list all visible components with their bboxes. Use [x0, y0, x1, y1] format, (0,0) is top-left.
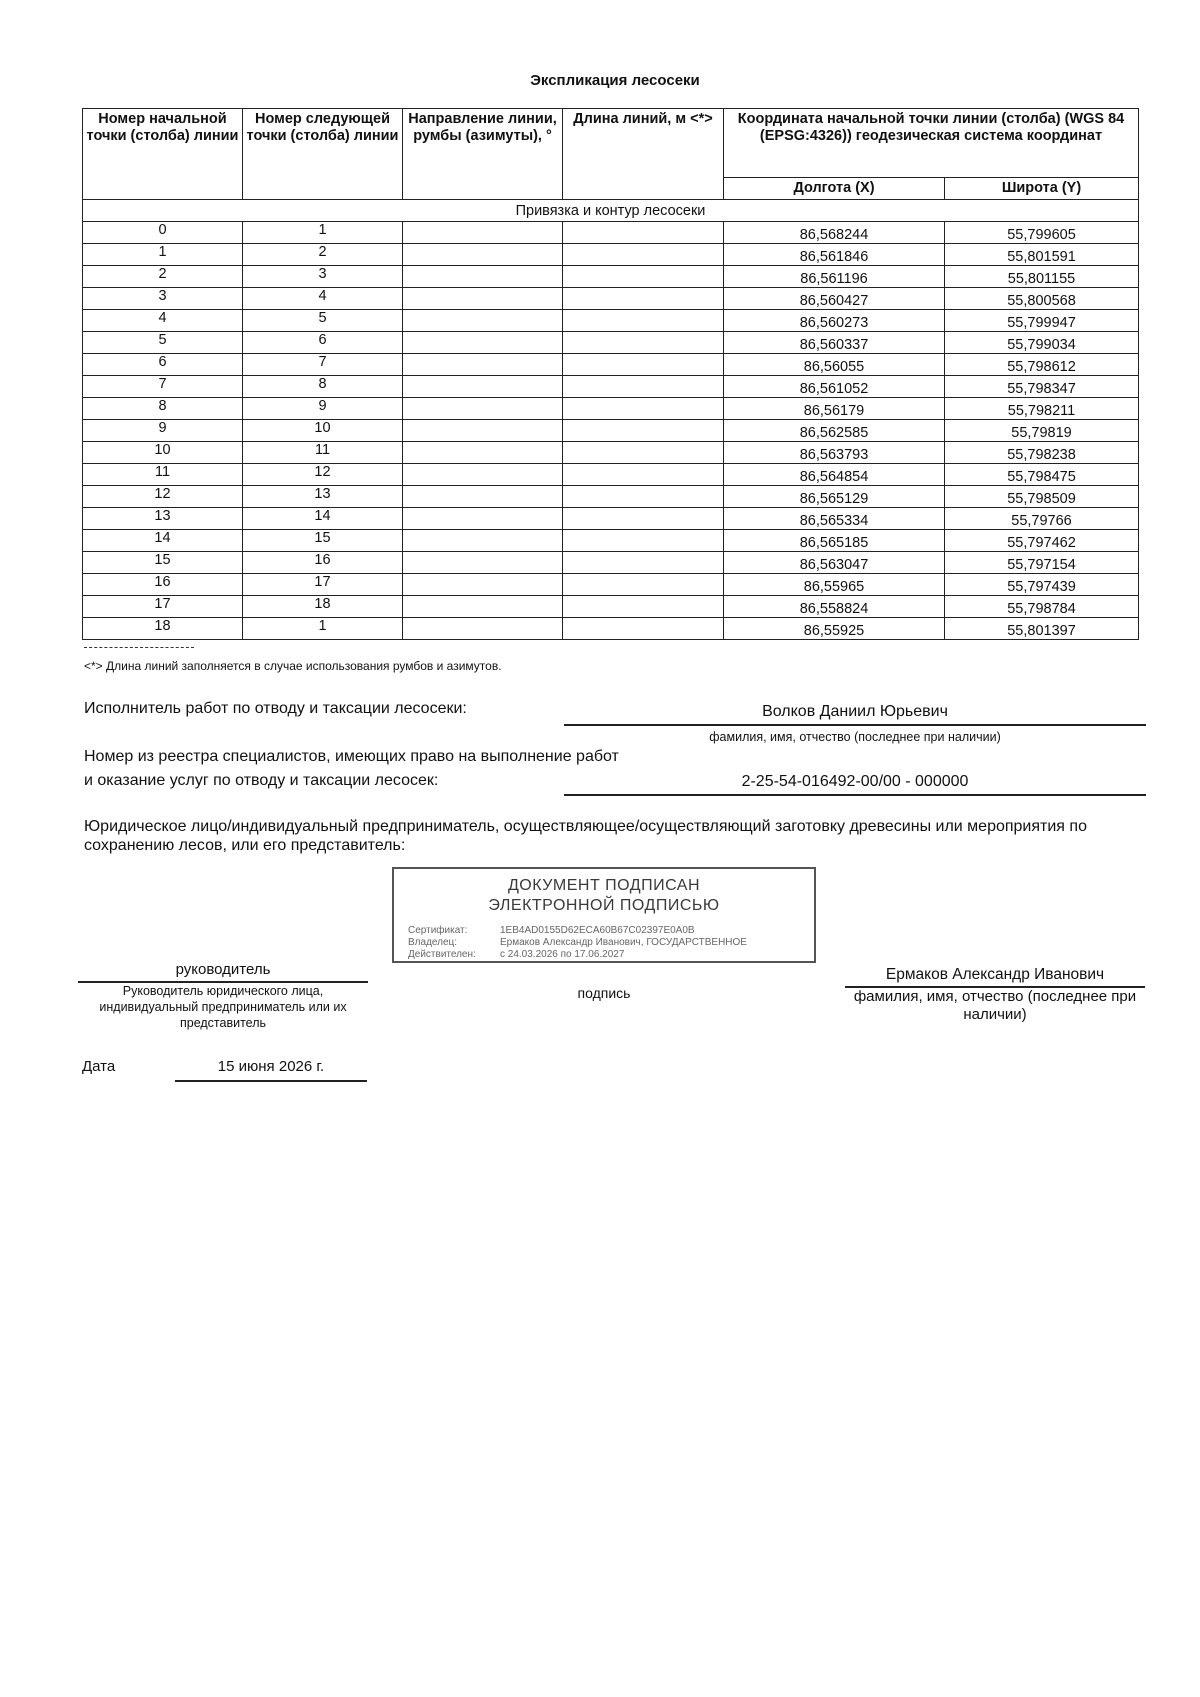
to-cell: 18	[243, 596, 403, 618]
direction-cell	[403, 442, 563, 464]
stamp-title-line2: ЭЛЕКТРОННОЙ ПОДПИСЬЮ	[488, 897, 720, 914]
table-row	[83, 596, 1139, 618]
direction-cell	[403, 376, 563, 398]
from-cell: 5	[83, 332, 243, 354]
header-coordinates: Координата начальной точки линии (столба) (WGS 84 (EPSG:4326)) геодезическая система координат	[724, 109, 1139, 178]
longitude-cell: 86,560427	[724, 288, 945, 310]
from-cell: 4	[83, 310, 243, 332]
stamp-owner-value: Ермаков Александр Иванович, ГОСУДАРСТВЕННОЕ	[500, 937, 747, 948]
longitude-cell: 86,565129	[724, 486, 945, 508]
from-cell: 13	[83, 508, 243, 530]
to-cell: 12	[243, 464, 403, 486]
table-row	[83, 288, 1139, 310]
stamp-validity	[408, 949, 624, 960]
to-cell: 17	[243, 574, 403, 596]
footnote: <*> Длина линий заполняется в случае использования румбов и азимутов.	[84, 659, 502, 673]
length-cell	[563, 596, 724, 618]
to-cell: 8	[243, 376, 403, 398]
longitude-cell: 86,565334	[724, 508, 945, 530]
stamp-cert-label: Сертификат:	[408, 925, 468, 936]
direction-cell	[403, 618, 563, 640]
signatory-name: Ермаков Александр Иванович	[845, 965, 1145, 988]
to-cell: 16	[243, 552, 403, 574]
direction-cell	[403, 398, 563, 420]
length-cell	[563, 376, 724, 398]
registry-label-line2: и оказание услуг по отводу и таксации лесосек:	[84, 772, 439, 789]
from-cell: 6	[83, 354, 243, 376]
to-cell: 14	[243, 508, 403, 530]
coordinates-rows	[83, 222, 1139, 640]
latitude-cell: 55,797462	[945, 530, 1139, 552]
table-row	[83, 574, 1139, 596]
latitude-cell: 55,799605	[945, 222, 1139, 244]
explication-table	[82, 108, 1139, 640]
longitude-cell: 86,565185	[724, 530, 945, 552]
latitude-cell: 55,801397	[945, 618, 1139, 640]
latitude-cell: 55,799034	[945, 332, 1139, 354]
latitude-cell: 55,798211	[945, 398, 1139, 420]
legal-entity-line1: Юридическое лицо/индивидуальный предприниматель, осуществляющее/осуществляющий заготовку древесины или мероприятия по	[84, 818, 1087, 835]
table-row	[83, 618, 1139, 640]
header-latitude: Широта (Y)	[945, 177, 1139, 199]
to-cell: 6	[243, 332, 403, 354]
table-row	[83, 266, 1139, 288]
to-cell: 5	[243, 310, 403, 332]
latitude-cell: 55,799947	[945, 310, 1139, 332]
longitude-cell: 86,56055	[724, 354, 945, 376]
to-cell: 1	[243, 222, 403, 244]
stamp-valid-label: Действителен:	[408, 949, 476, 960]
table-row	[83, 332, 1139, 354]
length-cell	[563, 244, 724, 266]
from-cell: 14	[83, 530, 243, 552]
longitude-cell: 86,563047	[724, 552, 945, 574]
length-cell	[563, 420, 724, 442]
length-cell	[563, 222, 724, 244]
length-cell	[563, 486, 724, 508]
signatory-position-caption: Руководитель юридического лица, индивидуальный предприниматель или их представитель	[99, 984, 347, 1030]
header-from: Номер начальной точки (столба) линии	[83, 109, 243, 200]
to-cell: 1	[243, 618, 403, 640]
table-row	[83, 398, 1139, 420]
length-cell	[563, 332, 724, 354]
direction-cell	[403, 530, 563, 552]
length-cell	[563, 552, 724, 574]
table-row	[83, 354, 1139, 376]
length-cell	[563, 530, 724, 552]
to-cell: 15	[243, 530, 403, 552]
from-cell: 1	[83, 244, 243, 266]
from-cell: 0	[83, 222, 243, 244]
direction-cell	[403, 574, 563, 596]
table-row	[83, 552, 1139, 574]
length-cell	[563, 442, 724, 464]
table-row	[83, 464, 1139, 486]
latitude-cell: 55,798475	[945, 464, 1139, 486]
direction-cell	[403, 244, 563, 266]
to-cell: 10	[243, 420, 403, 442]
from-cell: 16	[83, 574, 243, 596]
header-longitude: Долгота (X)	[724, 177, 945, 199]
from-cell: 8	[83, 398, 243, 420]
direction-cell	[403, 332, 563, 354]
longitude-cell: 86,568244	[724, 222, 945, 244]
latitude-cell: 55,79819	[945, 420, 1139, 442]
length-cell	[563, 464, 724, 486]
executor-label: Исполнитель работ по отводу и таксации лесосеки:	[84, 700, 467, 717]
length-cell	[563, 508, 724, 530]
longitude-cell: 86,560273	[724, 310, 945, 332]
from-cell: 10	[83, 442, 243, 464]
length-cell	[563, 618, 724, 640]
legal-entity-line2: сохранению лесов, или его представитель:	[84, 837, 406, 854]
direction-cell	[403, 464, 563, 486]
stamp-owner	[408, 937, 747, 948]
direction-cell	[403, 552, 563, 574]
signatory-position: руководитель	[78, 960, 368, 983]
latitude-cell: 55,800568	[945, 288, 1139, 310]
direction-cell	[403, 266, 563, 288]
stamp-valid-value: с 24.03.2026 по 17.06.2027	[500, 949, 625, 960]
section-row	[83, 200, 1139, 222]
header-row	[83, 109, 1139, 178]
longitude-cell: 86,561846	[724, 244, 945, 266]
stamp-cert-value: 1EB4AD0155D62ECA60B67C02397E0A0B	[500, 925, 695, 936]
stamp-owner-label: Владелец:	[408, 937, 458, 948]
latitude-cell: 55,801591	[945, 244, 1139, 266]
length-cell	[563, 288, 724, 310]
table-row	[83, 508, 1139, 530]
direction-cell	[403, 596, 563, 618]
length-cell	[563, 310, 724, 332]
direction-cell	[403, 354, 563, 376]
table-row	[83, 442, 1139, 464]
section-title: Привязка и контур лесосеки	[83, 200, 1139, 222]
length-cell	[563, 574, 724, 596]
length-cell	[563, 354, 724, 376]
table-row	[83, 376, 1139, 398]
header-to: Номер следующей точки (столба) линии	[243, 109, 403, 200]
direction-cell	[403, 222, 563, 244]
stamp-certificate	[408, 925, 695, 936]
direction-cell	[403, 310, 563, 332]
date-value: 15 июня 2026 г.	[175, 1057, 367, 1082]
direction-cell	[403, 420, 563, 442]
longitude-cell: 86,55965	[724, 574, 945, 596]
registry-number: 2-25-54-016492-00/00 - 000000	[564, 772, 1146, 796]
table-row	[83, 486, 1139, 508]
e-signature-stamp	[392, 867, 816, 963]
footnote-divider	[84, 647, 194, 648]
table-row	[83, 244, 1139, 266]
executor-caption: фамилия, имя, отчество (последнее при наличии)	[709, 730, 1001, 744]
table-row	[83, 530, 1139, 552]
from-cell: 3	[83, 288, 243, 310]
signatory-name-caption: фамилия, имя, отчество (последнее при наличии)	[853, 988, 1137, 1023]
from-cell: 2	[83, 266, 243, 288]
direction-cell	[403, 486, 563, 508]
from-cell: 12	[83, 486, 243, 508]
from-cell: 9	[83, 420, 243, 442]
to-cell: 7	[243, 354, 403, 376]
latitude-cell: 55,798784	[945, 596, 1139, 618]
longitude-cell: 86,558824	[724, 596, 945, 618]
table-row	[83, 420, 1139, 442]
to-cell: 9	[243, 398, 403, 420]
longitude-cell: 86,564854	[724, 464, 945, 486]
to-cell: 4	[243, 288, 403, 310]
header-direction: Направление линии, румбы (азимуты), °	[403, 109, 563, 200]
longitude-cell: 86,561052	[724, 376, 945, 398]
longitude-cell: 86,56179	[724, 398, 945, 420]
from-cell: 15	[83, 552, 243, 574]
direction-cell	[403, 508, 563, 530]
longitude-cell: 86,560337	[724, 332, 945, 354]
stamp-title-line1: ДОКУМЕНТ ПОДПИСАН	[507, 877, 701, 894]
direction-cell	[403, 288, 563, 310]
latitude-cell: 55,798347	[945, 376, 1139, 398]
latitude-cell: 55,798509	[945, 486, 1139, 508]
to-cell: 3	[243, 266, 403, 288]
latitude-cell: 55,798612	[945, 354, 1139, 376]
from-cell: 7	[83, 376, 243, 398]
to-cell: 13	[243, 486, 403, 508]
length-cell	[563, 266, 724, 288]
to-cell: 2	[243, 244, 403, 266]
from-cell: 17	[83, 596, 243, 618]
executor-name: Волков Даниил Юрьевич	[564, 702, 1146, 726]
latitude-cell: 55,79766	[945, 508, 1139, 530]
table-row	[83, 222, 1139, 244]
longitude-cell: 86,561196	[724, 266, 945, 288]
longitude-cell: 86,563793	[724, 442, 945, 464]
latitude-cell: 55,797439	[945, 574, 1139, 596]
from-cell: 11	[83, 464, 243, 486]
registry-label-line1: Номер из реестра специалистов, имеющих право на выполнение работ	[84, 748, 619, 765]
table-row	[83, 310, 1139, 332]
from-cell: 18	[83, 618, 243, 640]
latitude-cell: 55,798238	[945, 442, 1139, 464]
latitude-cell: 55,801155	[945, 266, 1139, 288]
latitude-cell: 55,797154	[945, 552, 1139, 574]
document-title: Экспликация лесосеки	[530, 72, 700, 89]
length-cell	[563, 398, 724, 420]
signature-caption: подпись	[577, 985, 631, 1001]
header-length: Длина линий, м <*>	[563, 109, 724, 200]
date-label: Дата	[82, 1058, 116, 1075]
longitude-cell: 86,562585	[724, 420, 945, 442]
longitude-cell: 86,55925	[724, 618, 945, 640]
to-cell: 11	[243, 442, 403, 464]
